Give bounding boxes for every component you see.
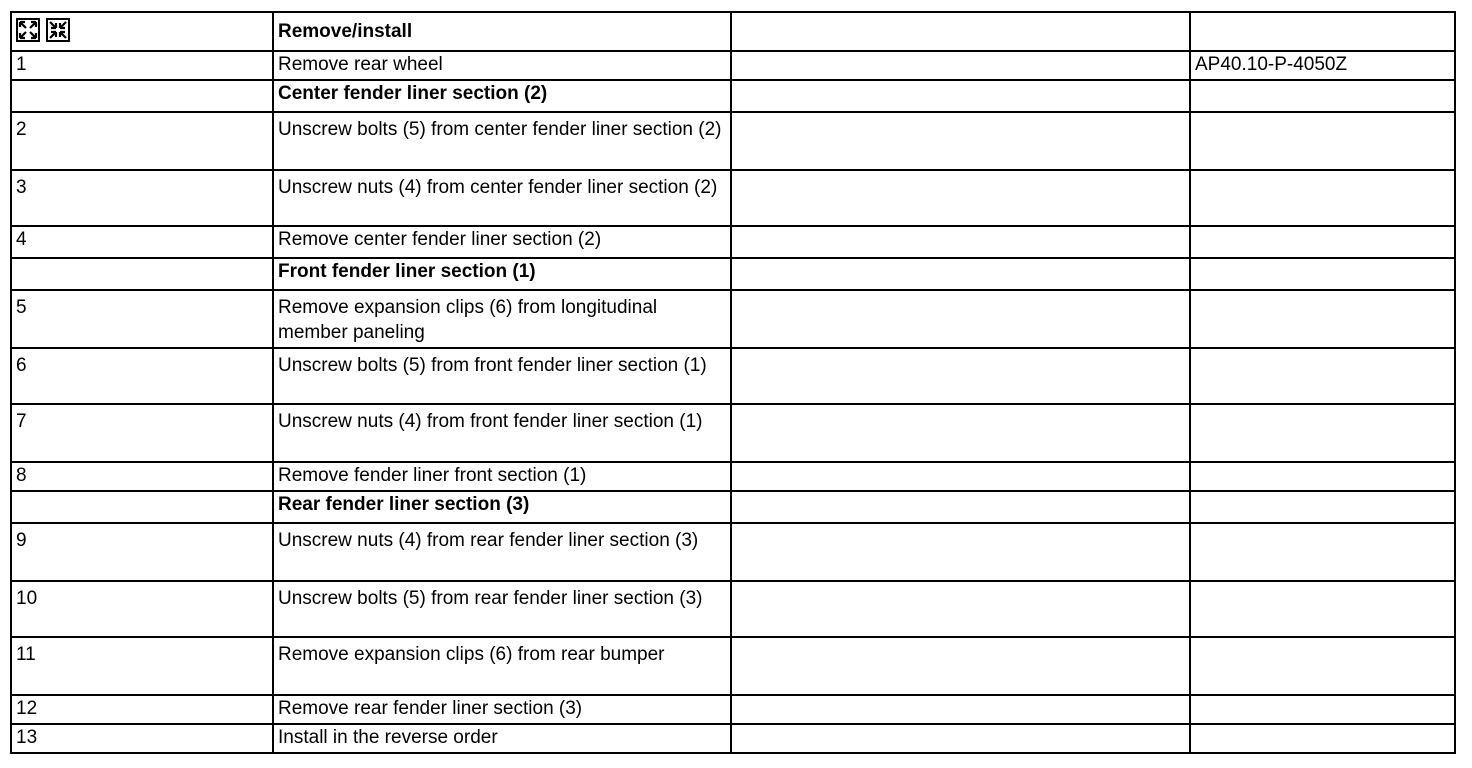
step-number: 4 bbox=[11, 226, 273, 258]
step-text: Remove rear wheel bbox=[273, 51, 731, 80]
table-row bbox=[11, 637, 1455, 695]
step-number: 13 bbox=[11, 724, 273, 753]
table-header-row bbox=[11, 12, 1455, 51]
empty-cell bbox=[731, 462, 1190, 491]
step-text: Unscrew bolts (5) from front fender liner section (1) bbox=[273, 348, 731, 404]
table-row bbox=[11, 226, 1455, 258]
step-text: Remove expansion clips (6) from rear bumper bbox=[273, 637, 731, 695]
step-number: 2 bbox=[11, 112, 273, 170]
empty-cell bbox=[731, 112, 1190, 170]
step-text: Remove expansion clips (6) from longitudinal member paneling bbox=[273, 290, 731, 348]
table-row bbox=[11, 51, 1455, 80]
step-number: 1 bbox=[11, 51, 273, 80]
empty-cell bbox=[731, 290, 1190, 348]
step-text: Unscrew nuts (4) from front fender liner section (1) bbox=[273, 404, 731, 462]
step-number: 3 bbox=[11, 170, 273, 226]
empty-cell bbox=[731, 51, 1190, 80]
table-row bbox=[11, 581, 1455, 637]
empty-cell bbox=[731, 348, 1190, 404]
step-reference bbox=[1190, 523, 1455, 581]
table-row bbox=[11, 523, 1455, 581]
step-number: 10 bbox=[11, 581, 273, 637]
table-row bbox=[11, 290, 1455, 348]
empty-cell bbox=[11, 80, 273, 112]
step-number: 5 bbox=[11, 290, 273, 348]
table-row bbox=[11, 404, 1455, 462]
empty-cell bbox=[731, 637, 1190, 695]
step-reference bbox=[1190, 695, 1455, 724]
table-row bbox=[11, 695, 1455, 724]
step-text: Install in the reverse order bbox=[273, 724, 731, 753]
step-number: 6 bbox=[11, 348, 273, 404]
step-reference bbox=[1190, 581, 1455, 637]
step-reference bbox=[1190, 170, 1455, 226]
table-row bbox=[11, 462, 1455, 491]
procedure-document bbox=[10, 11, 1454, 754]
step-text: Unscrew nuts (4) from rear fender liner section (3) bbox=[273, 523, 731, 581]
empty-cell bbox=[731, 12, 1190, 51]
table-row bbox=[11, 348, 1455, 404]
empty-cell bbox=[731, 491, 1190, 523]
step-text: Remove rear fender liner section (3) bbox=[273, 695, 731, 724]
section-heading-row bbox=[11, 258, 1455, 290]
empty-cell bbox=[731, 80, 1190, 112]
empty-cell bbox=[731, 581, 1190, 637]
step-text: Remove center fender liner section (2) bbox=[273, 226, 731, 258]
step-reference-link[interactable]: AP40.10-P-4050Z bbox=[1190, 51, 1455, 80]
section-heading-row bbox=[11, 491, 1455, 523]
section-heading: Front fender liner section (1) bbox=[273, 258, 731, 290]
table-row bbox=[11, 170, 1455, 226]
expand-icon[interactable] bbox=[16, 18, 40, 42]
step-number: 12 bbox=[11, 695, 273, 724]
procedure-table bbox=[10, 11, 1456, 754]
empty-cell bbox=[731, 170, 1190, 226]
empty-cell bbox=[11, 258, 273, 290]
step-number: 7 bbox=[11, 404, 273, 462]
table-title: Remove/install bbox=[273, 12, 731, 51]
step-text: Unscrew bolts (5) from center fender liner section (2) bbox=[273, 112, 731, 170]
step-reference bbox=[1190, 112, 1455, 170]
empty-cell bbox=[1190, 258, 1455, 290]
empty-cell bbox=[1190, 491, 1455, 523]
section-heading: Center fender liner section (2) bbox=[273, 80, 731, 112]
empty-cell bbox=[731, 523, 1190, 581]
step-reference bbox=[1190, 348, 1455, 404]
table-row bbox=[11, 112, 1455, 170]
empty-cell bbox=[731, 695, 1190, 724]
step-reference bbox=[1190, 637, 1455, 695]
empty-cell bbox=[11, 491, 273, 523]
empty-cell bbox=[1190, 80, 1455, 112]
collapse-icon[interactable] bbox=[46, 18, 70, 42]
empty-cell bbox=[731, 724, 1190, 753]
step-reference bbox=[1190, 462, 1455, 491]
step-text: Unscrew nuts (4) from center fender liner section (2) bbox=[273, 170, 731, 226]
header-icon-cell bbox=[11, 12, 273, 51]
step-number: 9 bbox=[11, 523, 273, 581]
step-text: Unscrew bolts (5) from rear fender liner section (3) bbox=[273, 581, 731, 637]
table-row bbox=[11, 724, 1455, 753]
step-reference bbox=[1190, 226, 1455, 258]
step-number: 11 bbox=[11, 637, 273, 695]
step-reference bbox=[1190, 290, 1455, 348]
step-reference bbox=[1190, 404, 1455, 462]
section-heading-row bbox=[11, 80, 1455, 112]
empty-cell bbox=[1190, 12, 1455, 51]
empty-cell bbox=[731, 258, 1190, 290]
step-text: Remove fender liner front section (1) bbox=[273, 462, 731, 491]
empty-cell bbox=[731, 404, 1190, 462]
empty-cell bbox=[731, 226, 1190, 258]
step-reference bbox=[1190, 724, 1455, 753]
step-number: 8 bbox=[11, 462, 273, 491]
section-heading: Rear fender liner section (3) bbox=[273, 491, 731, 523]
